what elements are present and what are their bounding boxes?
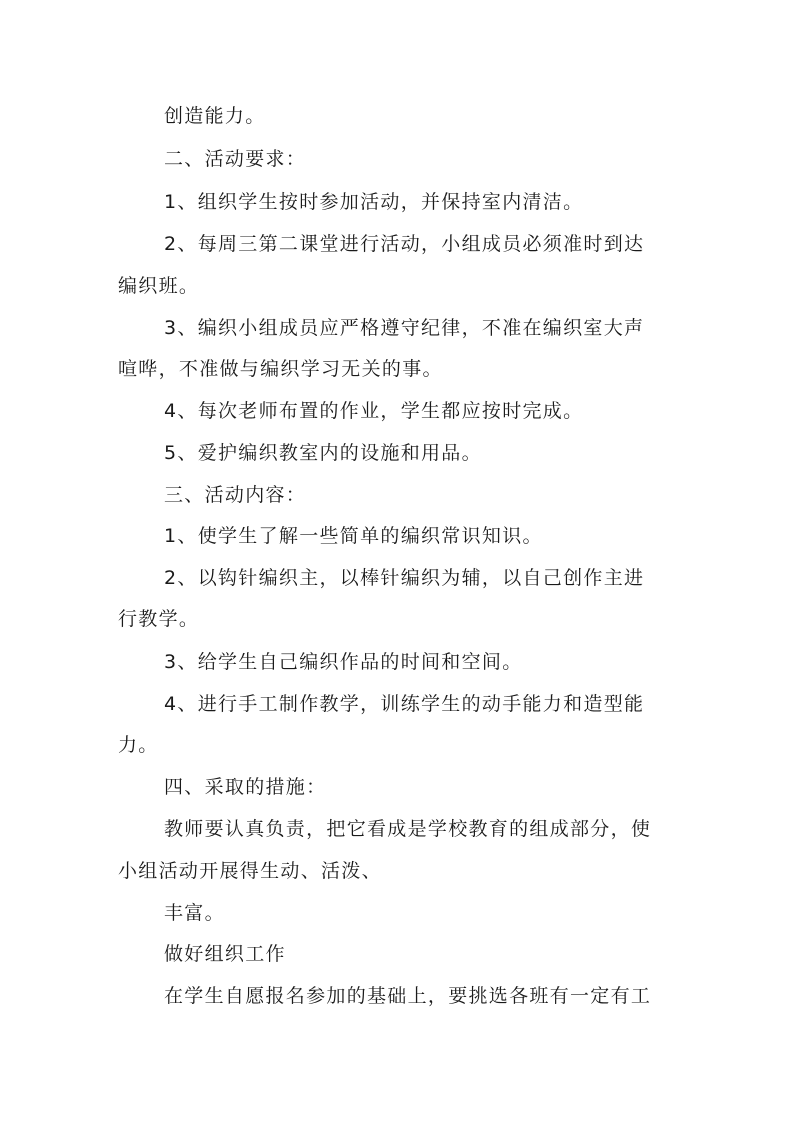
section-heading: 四、采取的措施：	[164, 776, 327, 798]
paragraph-line: 教师要认真负责，把它看成是学校教育的组成部分，使	[164, 818, 652, 840]
paragraph-line: 3、给学生自己编织作品的时间和空间。	[164, 651, 523, 673]
section-heading: 二、活动要求：	[164, 148, 307, 170]
paragraph-line: 2、以钩针编织主，以棒针编织为辅，以自己创作主进	[164, 567, 645, 589]
paragraph-line: 编织班。	[118, 275, 200, 297]
paragraph-line: 3、编织小组成员应严格遵守纪律，不准在编织室大声	[164, 317, 645, 339]
paragraph-line: 小组活动开展得生动、活泼、	[118, 860, 382, 882]
paragraph-line: 行教学。	[118, 608, 200, 630]
paragraph-line: 1、使学生了解一些简单的编织常识知识。	[164, 525, 543, 547]
paragraph-line: 4、每次老师布置的作业，学生都应按时完成。	[164, 400, 584, 422]
paragraph-line: 喧哗，不准做与编织学习无关的事。	[118, 358, 443, 380]
paragraph-line: 创造能力。	[164, 105, 266, 127]
paragraph-line: 丰富。	[164, 902, 225, 924]
paragraph-line: 5、爱护编织教室内的设施和用品。	[164, 442, 482, 464]
subheading: 做好组织工作	[164, 943, 286, 965]
paragraph-line: 4、进行手工制作教学，训练学生的动手能力和造型能	[164, 693, 645, 715]
paragraph-line: 力。	[118, 734, 159, 756]
section-heading: 三、活动内容：	[164, 484, 307, 506]
paragraph-line: 1、组织学生按时参加活动，并保持室内清洁。	[164, 191, 584, 213]
paragraph-line: 在学生自愿报名参加的基础上，要挑选各班有一定有工	[164, 985, 652, 1007]
paragraph-line: 2、每周三第二课堂进行活动，小组成员必须准时到达	[164, 233, 645, 255]
